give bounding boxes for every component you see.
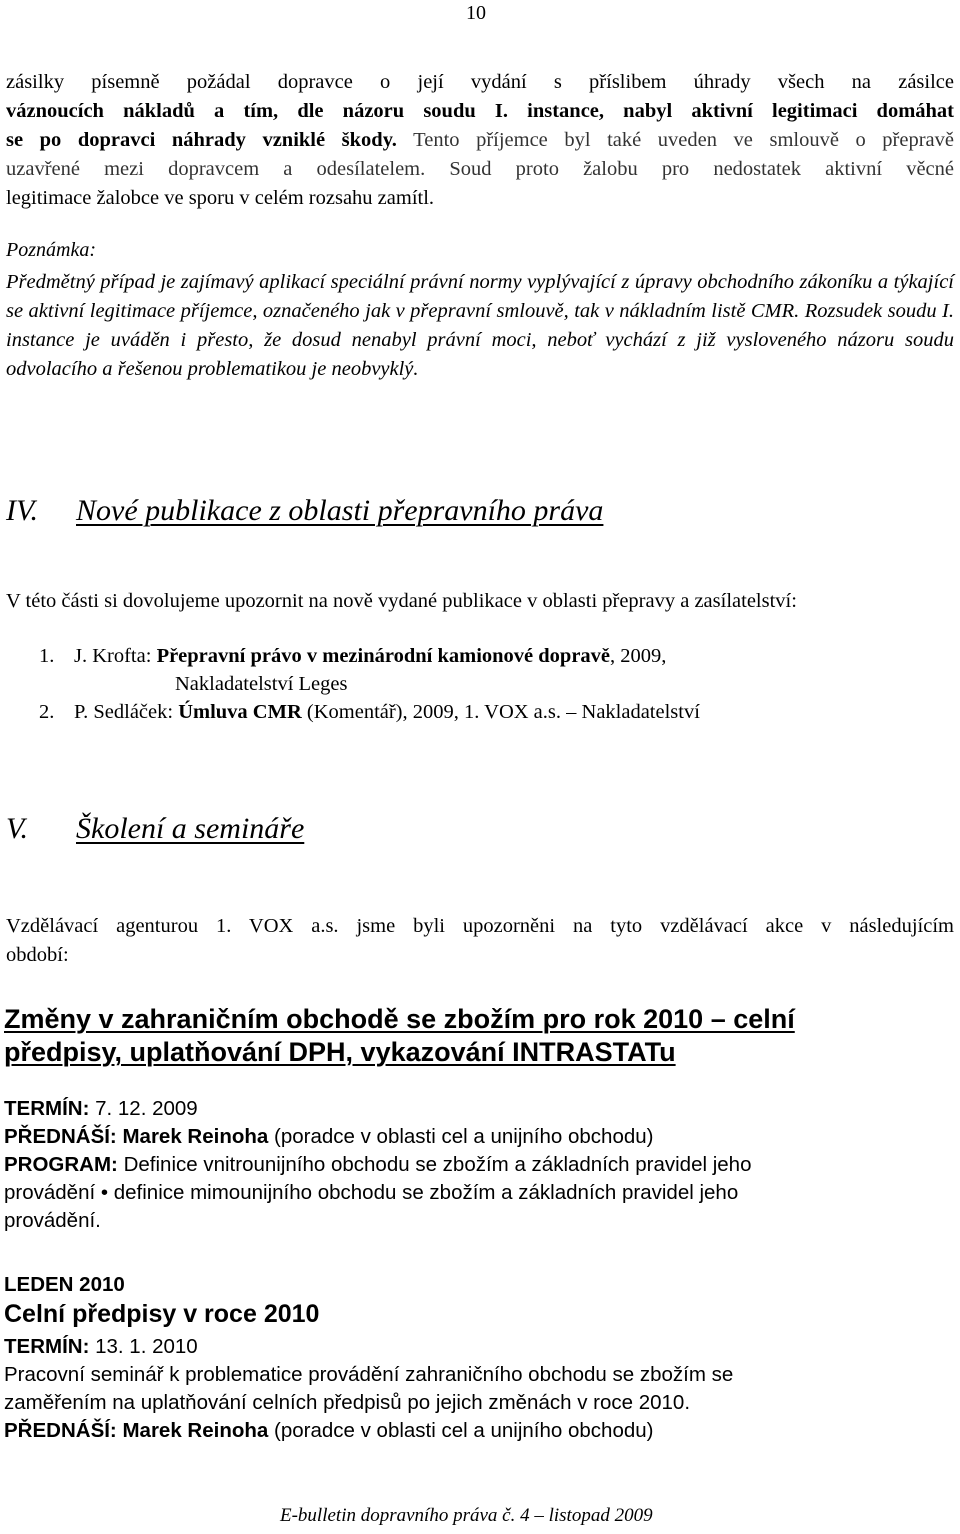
- intro-line-4-b: Soud proto žalobu pro nedostatek aktivní věcné: [425, 158, 954, 180]
- intro-line-3-rest: Tento příjemce byl také uveden ve smlouvě o přepravě: [396, 129, 954, 151]
- event-2-lecturer-label: PŘEDNÁŠÍ:: [4, 1419, 117, 1442]
- event-2-month: LEDEN 2010: [4, 1273, 125, 1296]
- event-1-title-line-1: Změny v zahraničním obchodě se zbožím pro rok 2010 – celní: [4, 1004, 795, 1034]
- intro-line-4-a: uzavřené mezi dopravcem a odesílatelem.: [6, 158, 426, 180]
- page-footer: E-bulletin dopravního práva č. 4 – listopad 2009: [280, 1505, 653, 1526]
- event-2-term-label: TERMÍN:: [4, 1335, 90, 1358]
- publication-item-1: [39, 642, 666, 671]
- section-5-intro-line-1: Vzdělávací agenturou 1. VOX a.s. jsme byli upozorněni na tyto vzdělávací akce v následujícím: [6, 915, 954, 937]
- event-1-details: [4, 1095, 944, 1235]
- publication-2-rest: (Komentář), 2009, 1. VOX a.s. – Nakladatelství: [301, 701, 700, 723]
- event-2-lecturer-role: (poradce v oblasti cel a unijního obchodu): [268, 1419, 654, 1442]
- event-1-lecturer-role: (poradce v oblasti cel a unijního obchodu): [268, 1125, 654, 1148]
- section-5-heading: [6, 812, 304, 846]
- event-2-details: [4, 1333, 944, 1445]
- event-1-term-label: TERMÍN:: [4, 1097, 90, 1120]
- publication-1-author: J. Krofta:: [74, 645, 157, 667]
- intro-line-5: legitimace žalobce ve sporu v celém rozsahu zamítl.: [6, 187, 435, 209]
- event-2-desc-line-2: zaměřením na uplatňování celních předpisů po jejich změnách v roce 2010.: [4, 1391, 691, 1414]
- event-2-desc-line-1: Pracovní seminář k problematice provádění zahraničního obchodu se zbožím se: [4, 1363, 734, 1386]
- event-1-term-value: 7. 12. 2009: [89, 1097, 198, 1120]
- section-4-title: Nové publikace z oblasti přepravního práva: [76, 494, 604, 527]
- event-1-term: [4, 1095, 944, 1123]
- section-5-title: Školení a semináře: [76, 812, 305, 845]
- event-1-title-line-2: předpisy, uplatňování DPH, vykazování INTRASTATu: [4, 1037, 676, 1067]
- publication-item-2: [39, 698, 700, 727]
- intro-paragraph: [6, 68, 954, 213]
- event-1-program-line-2: provádění • definice mimounijního obchodu se zbožím a základních pravidel jeho: [4, 1181, 739, 1204]
- intro-line-3-bold: se po dopravci náhrady vzniklé škody.: [6, 129, 397, 151]
- publication-1-publisher: Nakladatelství Leges: [175, 673, 348, 695]
- publication-1-rest: , 2009,: [610, 645, 667, 667]
- page-number: 10: [466, 2, 486, 24]
- publication-2-title: Úmluva CMR: [178, 701, 302, 723]
- event-2-title: Celní předpisy v roce 2010: [4, 1300, 320, 1328]
- event-2-lecturer-name: Marek Reinoha: [116, 1419, 269, 1442]
- note-label: Poznámka:: [6, 239, 96, 261]
- event-2-term-value: 13. 1. 2010: [89, 1335, 198, 1358]
- intro-line-4: [6, 155, 954, 184]
- section-5-intro-line-2: období:: [6, 944, 69, 966]
- note-text: Předmětný případ je zajímavý aplikací speciální právní normy vyplývající z úpravy obchodního zákoníku a týkající se aktivní legitimace příjemce, označeného jak v přepravní smlouvě, tak v nákladním listě CMR. Rozsudek soudu I. instance je uváděn i přesto, že dosud nenabyl právní moci, neboť vychází z již vysloveného názoru soudu odvolacího a řešenou problematikou je neobvyklý.: [6, 271, 954, 380]
- section-4-heading: [6, 494, 603, 528]
- event-1-lecturer-name: Marek Reinoha: [116, 1125, 269, 1148]
- event-1-program-label: PROGRAM:: [4, 1153, 118, 1176]
- intro-line-1: zásilky písemně požádal dopravce o její vydání s příslibem úhrady všech na zásilce: [6, 71, 954, 93]
- event-1-program: [4, 1151, 944, 1179]
- publication-2-author: P. Sedláček:: [74, 701, 179, 723]
- section-4-intro: V této části si dovolujeme upozornit na nově vydané publikace v oblasti přepravy a zasílatelství:: [6, 590, 797, 612]
- event-2-term: [4, 1333, 944, 1361]
- publication-1-number: 1.: [39, 645, 55, 667]
- intro-line-3: [6, 126, 954, 155]
- section-5-number: V.: [6, 812, 28, 845]
- event-1-lecturer-label: PŘEDNÁŠÍ:: [4, 1125, 117, 1148]
- intro-line-2: váznoucích nákladů a tím, dle názoru soudu I. instance, nabyl aktivní legitimaci domáhat: [6, 100, 954, 122]
- event-1-lecturer: [4, 1123, 944, 1151]
- section-4-number: IV.: [6, 494, 38, 527]
- event-2-lecturer: [4, 1417, 944, 1445]
- event-1-program-line-1: Definice vnitrounijního obchodu se zbožím a základních pravidel jeho: [117, 1153, 752, 1176]
- event-1-title: [4, 1003, 944, 1069]
- publication-1-title: Přepravní právo v mezinárodní kamionové dopravě: [156, 645, 611, 667]
- publication-2-number: 2.: [39, 701, 55, 723]
- event-1-program-line-3: provádění.: [4, 1209, 101, 1232]
